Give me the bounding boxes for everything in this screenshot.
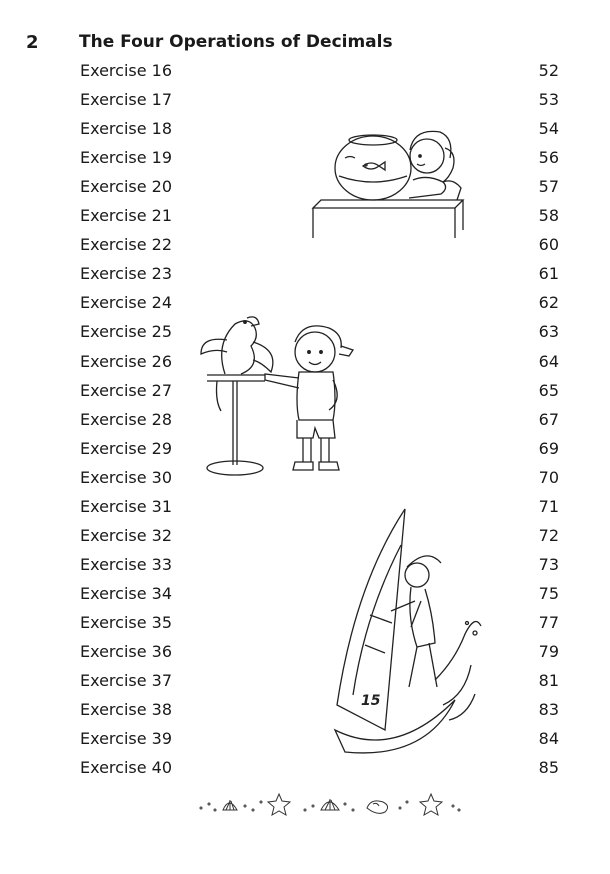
toc-entry-page: 81	[538, 671, 559, 691]
toc-entry-label: Exercise 40	[80, 758, 173, 778]
toc-entry	[0, 666, 610, 695]
toc-entry-label: Exercise 16	[80, 61, 173, 80]
toc-entry-page: 54	[538, 119, 559, 139]
chapter-number: 2	[26, 32, 39, 53]
toc-entry-label: Exercise 22	[80, 235, 173, 255]
toc-entry	[0, 56, 610, 85]
toc-entry-label: Exercise 18	[80, 119, 173, 139]
toc-entry-page: 77	[538, 612, 559, 632]
toc-entry-label: Exercise 32	[80, 525, 173, 545]
windsurfer-illustration	[325, 505, 485, 765]
toc-entry-label: Exercise 31	[80, 496, 173, 516]
toc-entry-page: 62	[538, 293, 559, 313]
toc-entry-label: Exercise 38	[80, 700, 173, 720]
toc-entry-page: 84	[538, 729, 559, 749]
toc-entry-page: 60	[538, 235, 559, 255]
toc-entry-label: Exercise 26	[80, 351, 173, 371]
toc-entry	[0, 753, 610, 782]
toc-entry	[0, 608, 610, 637]
toc-entry-page: 83	[538, 700, 559, 720]
fishbowl-girl-illustration	[305, 118, 475, 238]
toc-entry-page: 53	[538, 90, 559, 110]
toc-entry-page: 61	[538, 264, 559, 284]
chapter-title: The Four Operations of Decimals	[79, 32, 393, 52]
toc-entry-label: Exercise 24	[80, 293, 173, 313]
toc-entry	[0, 579, 610, 608]
toc-entry-label: Exercise 27	[80, 380, 173, 400]
toc-entry-page: 56	[538, 148, 559, 168]
toc-entry-page: 65	[538, 380, 559, 400]
toc-entry	[0, 550, 610, 579]
toc-entry	[0, 695, 610, 724]
toc-entry-label: Exercise 34	[80, 583, 173, 603]
toc-entry-label: Exercise 20	[80, 177, 173, 197]
toc-entry-label: Exercise 21	[80, 206, 173, 226]
toc-entry-label: Exercise 19	[80, 148, 173, 168]
toc-entry-page: 70	[538, 467, 559, 487]
toc-entry-label: Exercise 30	[80, 467, 173, 487]
toc-entry-page: 75	[538, 583, 559, 603]
toc-entry	[0, 724, 610, 753]
toc-entry-label: Exercise 33	[80, 554, 173, 574]
toc-entry-page: 58	[538, 206, 559, 226]
toc-entry	[0, 259, 610, 288]
sail-number: 15	[361, 693, 381, 709]
toc-entry-page: 52	[538, 61, 559, 80]
toc-entry-label: Exercise 17	[80, 90, 173, 110]
toc-entry-page: 79	[538, 642, 559, 661]
toc-entry	[0, 637, 610, 666]
toc-entry	[0, 492, 610, 521]
boy-parrot-illustration	[195, 300, 360, 485]
toc-entry-page: 67	[538, 409, 559, 429]
toc-entry-page: 85	[538, 758, 559, 778]
toc-entry-label: Exercise 29	[80, 438, 173, 458]
toc-entry-label: Exercise 28	[80, 409, 173, 429]
toc-entry-page: 73	[538, 554, 559, 574]
toc-entry-label: Exercise 37	[80, 671, 173, 691]
toc-entry-page: 64	[538, 351, 559, 371]
toc-entry	[0, 85, 610, 114]
shells-starfish-border	[195, 788, 465, 818]
toc-entry-label: Exercise 35	[80, 612, 173, 632]
toc-entry-page: 72	[538, 525, 559, 545]
toc-entry-label: Exercise 25	[80, 322, 173, 342]
toc-entry-label: Exercise 36	[80, 642, 173, 661]
toc-entry-label: Exercise 23	[80, 264, 173, 284]
toc-entry-page: 63	[538, 322, 559, 342]
toc-entry	[0, 521, 610, 550]
toc-entry-label: Exercise 39	[80, 729, 173, 749]
toc-entry-page: 71	[538, 496, 559, 516]
toc-entry-page: 57	[538, 177, 559, 197]
toc-entry-page: 69	[538, 438, 559, 458]
